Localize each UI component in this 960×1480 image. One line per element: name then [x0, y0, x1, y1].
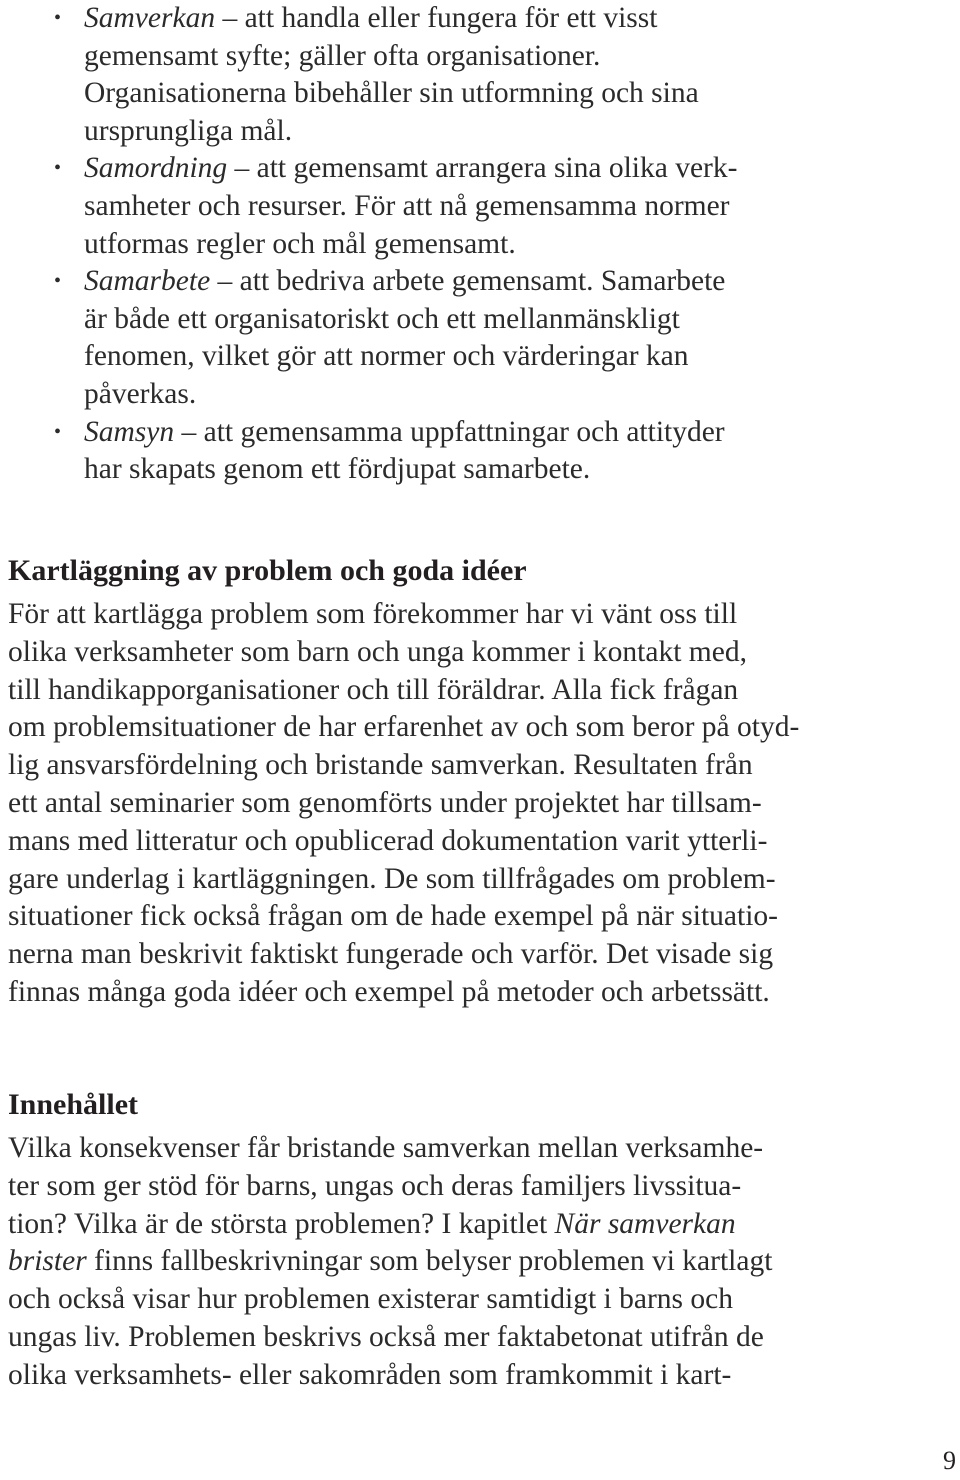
paragraph-line — [8, 1243, 948, 1281]
paragraph-text: tion? Vilka är de största problemen? I kapitlet — [8, 1207, 555, 1240]
bullet-icon: • — [54, 157, 62, 180]
definition-item-samarbete — [48, 263, 948, 413]
paragraph-line — [8, 1206, 948, 1244]
paragraph-line: För att kartlägga problem som förekommer har vi vänt oss till — [8, 598, 738, 630]
section-kartlaggning — [8, 552, 948, 1012]
paragraph-line: och också visar hur problemen existerar samtidigt i barns och — [8, 1283, 733, 1316]
paragraph-line: finnas många goda idéer och exempel på metoder och arbetssätt. — [8, 975, 770, 1008]
section-body — [8, 596, 948, 1012]
paragraph-line: lig ansvarsfördelning och bristande samverkan. Resultaten från — [8, 749, 753, 782]
paragraph-text: finns fallbeskrivningar som belyser problemen vi kartlagt — [86, 1245, 773, 1278]
definition-list — [48, 0, 948, 489]
paragraph-line: till handikapporganisationer och till föräldrar. Alla fick frågan — [8, 673, 739, 706]
paragraph-line: ter som ger stöd för barns, ungas och deras familjers livssitua- — [8, 1169, 742, 1202]
paragraph-line: situationer fick också frågan om de hade exempel på när situatio- — [8, 900, 778, 933]
definition-item-samordning — [48, 150, 948, 263]
paragraph-line: Vilka konsekvenser får bristande samverkan mellan verksamhe- — [8, 1132, 764, 1164]
definition-text: fenomen, vilket gör att normer och värderingar kan — [84, 340, 689, 373]
definition-text: Organisationerna bibehåller sin utformning och sina — [84, 77, 699, 110]
definition-text: – att gemensamt arrangera sina olika verk- — [227, 152, 738, 185]
paragraph-line: om problemsituationer de har erfarenhet av och som beror på otyd- — [8, 711, 800, 744]
paragraph-line: ungas liv. Problemen beskrivs också mer faktabetonat utifrån de — [8, 1320, 764, 1353]
chapter-title-emphasis: När samverkan — [554, 1207, 736, 1240]
chapter-title-emphasis: brister — [8, 1245, 87, 1278]
section-heading: Innehållet — [8, 1088, 139, 1121]
definition-text: – att bedriva arbete gemensamt. Samarbete — [210, 265, 726, 298]
section-heading: Kartläggning av problem och goda idéer — [8, 554, 527, 587]
definition-text: gemensamt syfte; gäller ofta organisationer. — [84, 39, 601, 72]
section-innehallet — [8, 1086, 948, 1395]
bullet-icon: • — [54, 270, 62, 293]
definition-text: är både ett organisatoriskt och ett mellanmänskligt — [84, 302, 680, 335]
definition-text: – att gemensamma uppfattningar och attityder — [174, 415, 725, 448]
paragraph-line: olika verksamhets- eller sakområden som framkommit i kart- — [8, 1358, 732, 1391]
definition-item-samsyn — [48, 414, 948, 489]
definition-text: påverkas. — [84, 377, 197, 410]
definition-text: utformas regler och mål gemensamt. — [84, 227, 516, 260]
paragraph-line: mans med litteratur och opublicerad dokumentation varit ytterli- — [8, 824, 768, 857]
definition-text: har skapats genom ett fördjupat samarbete. — [84, 453, 591, 486]
definition-item-samverkan — [48, 0, 948, 150]
paragraph-line: ett antal seminarier som genomförts under projektet har tillsam- — [8, 786, 762, 819]
section-body — [8, 1130, 948, 1395]
bullet-icon: • — [54, 420, 62, 443]
paragraph-line: nerna man beskrivit faktiskt fungerade och varför. Det visade sig — [8, 938, 774, 971]
paragraph-line: olika verksamheter som barn och unga kommer i kontakt med, — [8, 635, 747, 668]
definition-term: Samarbete — [84, 265, 211, 298]
page-number: 9 — [943, 1446, 956, 1475]
definition-term: Samverkan — [84, 2, 216, 34]
definition-text: – att handla eller fungera för ett visst — [215, 2, 658, 34]
definition-text: samheter och resurser. För att nå gemensamma normer — [84, 189, 730, 222]
definition-term: Samordning — [84, 152, 228, 185]
definition-term: Samsyn — [84, 415, 175, 448]
paragraph-line: gare underlag i kartläggningen. De som tillfrågades om problem- — [8, 862, 776, 895]
bullet-icon: • — [54, 7, 62, 29]
definition-text: ursprungliga mål. — [84, 114, 293, 147]
